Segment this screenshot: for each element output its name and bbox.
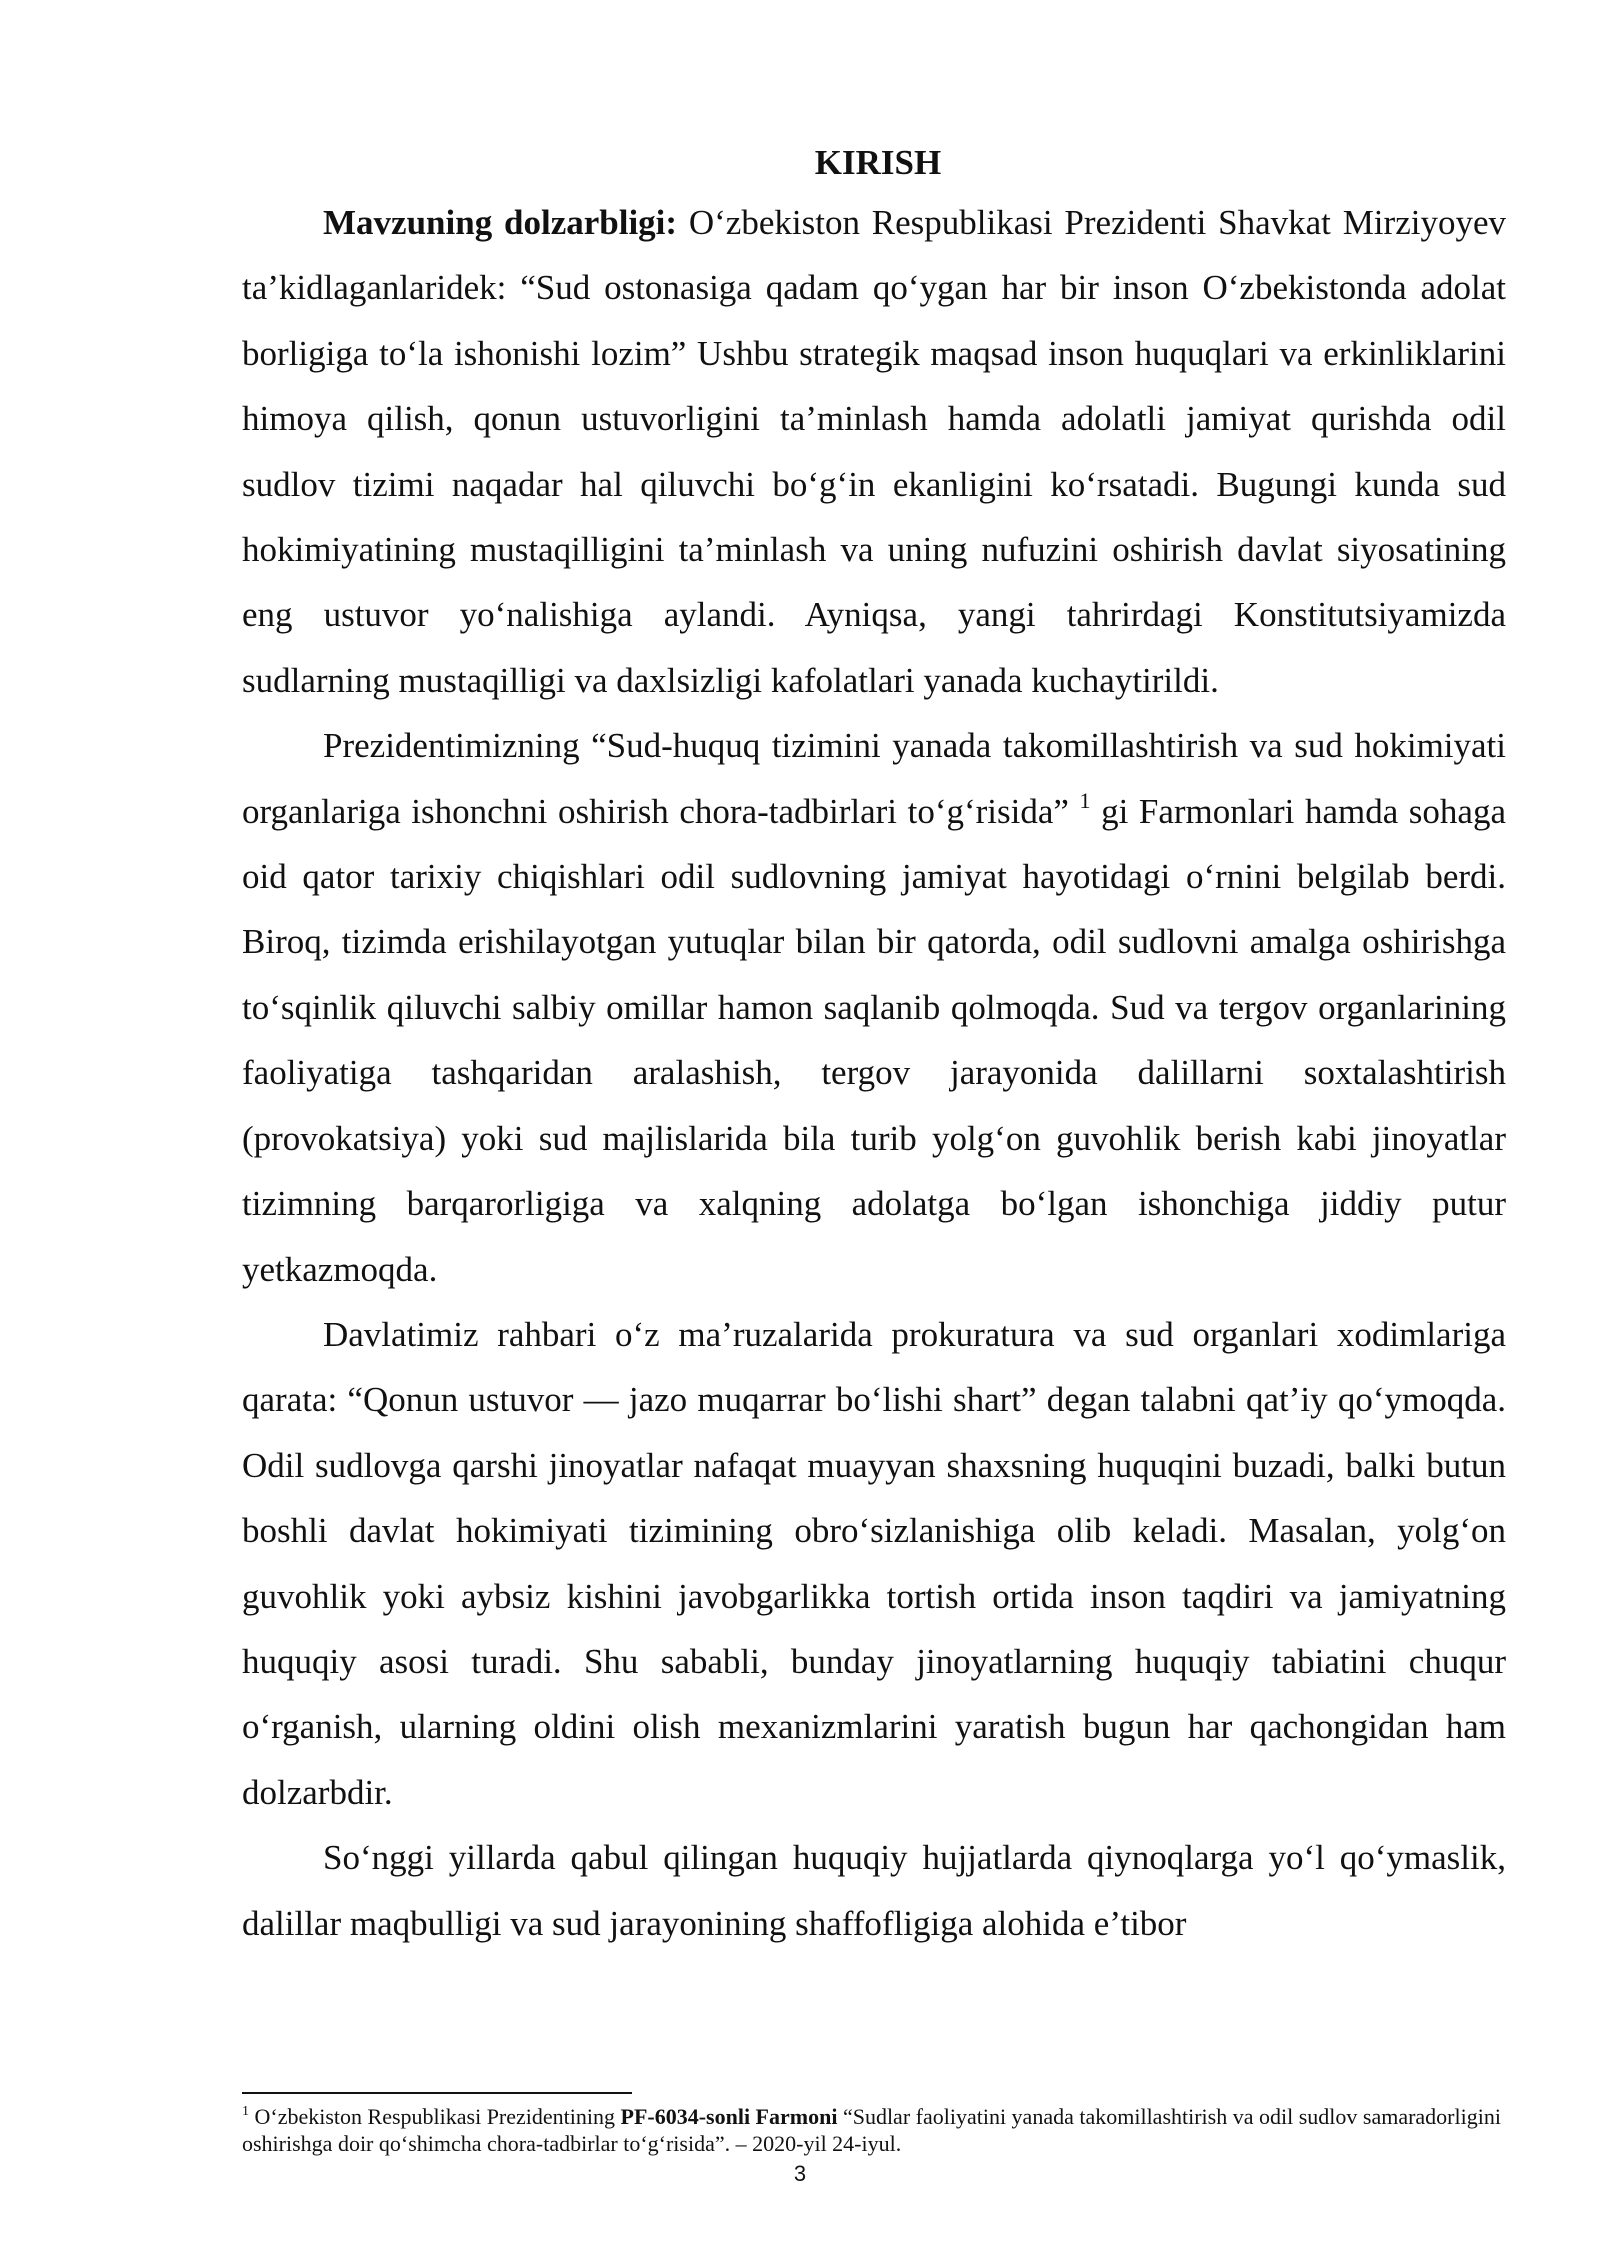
paragraph-presidential-decree: [242, 713, 1506, 1302]
footnote-text: O‘zbekiston Respublikasi Prezidentining: [249, 2104, 621, 2129]
paragraph-lead-term: Mavzuning dolzarbligi:: [323, 203, 678, 242]
paragraph-rule-of-law: Davlatimiz rahbari o‘z ma’ruzalarida prokuratura va sud organlari xodimlariga qarata: “Qonun ustuvor — jazo muqarrar bo‘lishi shart” degan talabni qat’iy qo‘ymoqda. Odil sudlovga qarshi jinoyatlar nafaqat muayyan shaxsning huquqini buzadi, balki butun boshli davlat hokimiyati tizimining obro‘sizlanishiga olib keladi. Masalan, yolg‘on guvohlik yoki aybsiz kishini javobgarlikka tortish ortida inson taqdiri va jamiyatning huquqiy asosi turadi. Shu sababli, bunday jinoyatlarning huquqiy tabiatini chuqur o‘rganish, ularning oldini olish mexanizmlarini yaratish bugun har qachongidan ham dolzarbdir.: [242, 1314, 1506, 1812]
page-title: KIRISH: [814, 143, 942, 182]
footnote-reference[interactable]: 1: [1079, 787, 1091, 813]
footnote-marker: 1: [242, 2104, 249, 2119]
footnote: [242, 2103, 1506, 2157]
paragraph-relevance: [242, 190, 1506, 713]
paragraph-text: O‘zbekiston Respublikasi Prezidenti Shavkat Mirziyoyev ta’kidlaganlaridek: “Sud ostonasiga qadam qo‘ygan har bir inson O‘zbekistonda adolat borligiga to‘la ishonishi lozim” Ushbu strategik maqsad inson huquqlari va erkinliklarini himoya qilish, qonun ustuvorligini ta’minlash hamda adolatli jamiyat qurishda odil sudlov tizimi naqadar hal qiluvchi bo‘g‘in ekanligini ko‘rsatadi. Bugungi kunda sud hokimiyatining mustaqilligini ta’minlash va uning nufuzini oshirish davlat siyosatining eng ustuvor yo‘nalishiga aylandi. Ayniqsa, yangi tahrirdagi Konstitutsiyamizda sudlarning mustaqilligi va daxlsizligi kafolatlari yanada kuchaytirildi.: [242, 203, 1506, 700]
paragraph-recent-acts: So‘nggi yillarda qabul qilingan huquqiy hujjatlarda qiynoqlarga yo‘l qo‘ymaslik, dalillar maqbulligi va sud jarayonining shaffofligiga alohida e’tibor: [242, 1838, 1506, 1943]
page-number: 3: [793, 2161, 807, 2186]
footnote-separator: [242, 2092, 632, 2094]
page-body: [242, 136, 1506, 1956]
footnote-text: “Sudlar faoliyatini yanada takomillashtirish va odil sudlov samaradorligini oshirishga doir qo‘shimcha chora-tadbirlar to‘g‘risida”. – 2020-yil 24-iyul.: [242, 2104, 1501, 2156]
paragraph-text: Prezidentimizning “Sud-huquq tizimini yanada takomillashtirish va sud hokimiyati organlariga ishonchni oshirish chora-tadbirlari to‘g‘risida”: [242, 726, 1506, 831]
footnote-decree-number: PF-6034-sonli Farmoni: [620, 2104, 838, 2129]
paragraph-text: gi Farmonlari hamda sohaga oid qator tarixiy chiqishlari odil sudlovning jamiyat hayotidagi o‘rnini belgilab berdi. Biroq, tizimda erishilayotgan yutuqlar bilan bir qatorda, odil sudlovni amalga oshirishga to‘sqinlik qiluvchi salbiy omillar hamon saqlanib qolmoqda. Sud va tergov organlarining faoliyatiga tashqaridan aralashish, tergov jarayonida dalillarni soxtalashtirish (provokatsiya) yoki sud majlislarida bila turib yolg‘on guvohlik berish kabi jinoyatlar tizimning barqarorligiga va xalqning adolatga bo‘lgan ishonchiga jiddiy putur yetkazmoqda.: [242, 791, 1506, 1289]
